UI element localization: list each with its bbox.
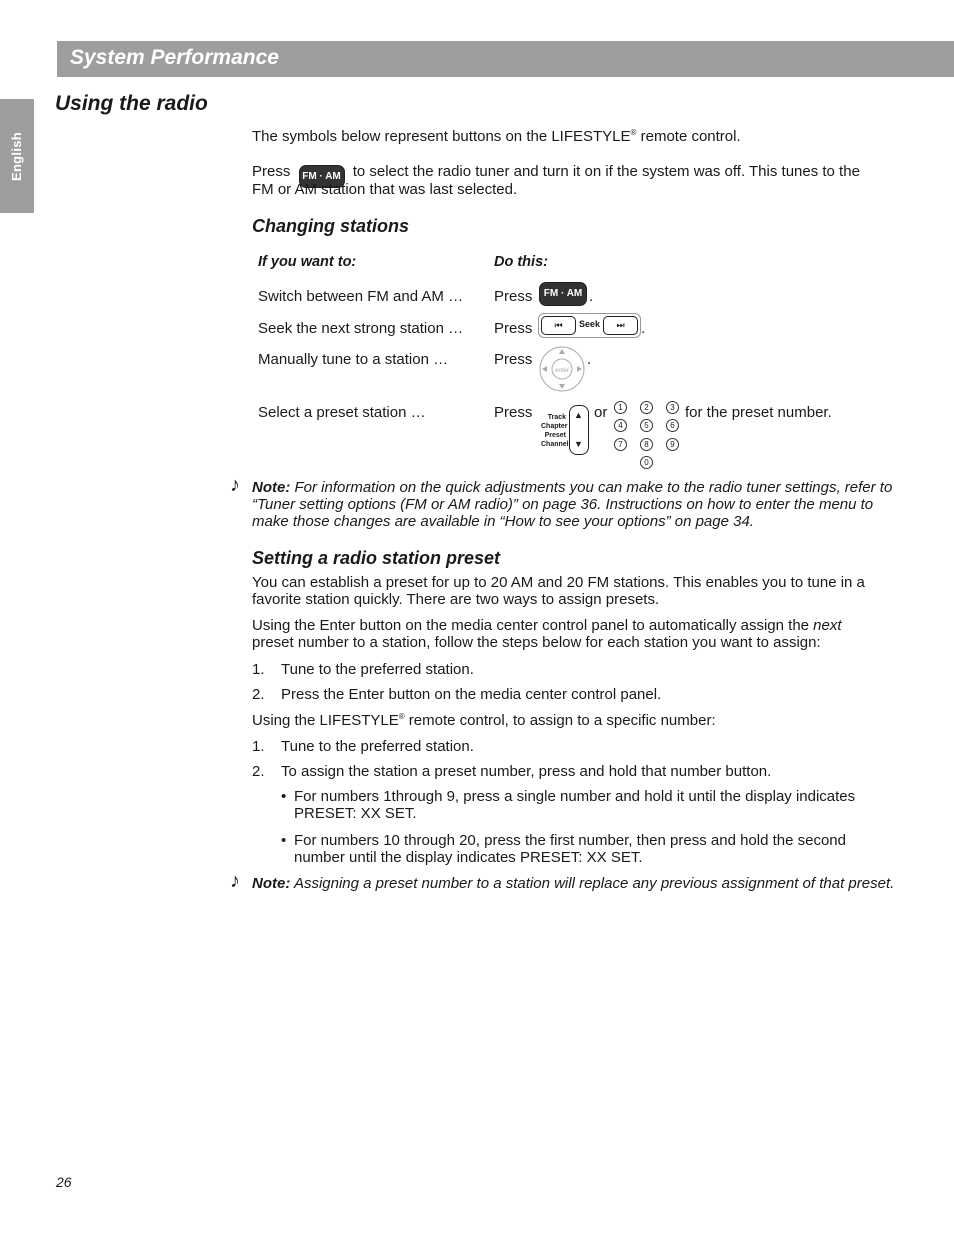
music-note-icon: ♪ (230, 474, 240, 496)
table-row-or: or (594, 404, 608, 421)
navigation-pad-icon (537, 345, 587, 393)
language-tab (0, 99, 34, 213)
table-row-want: Select a preset station … (258, 404, 426, 421)
list-item: Tune to the preferred station. (281, 738, 474, 755)
seek-previous-icon: ⏮ (541, 316, 576, 335)
changing-stations-heading: Changing stations (252, 216, 409, 236)
preset-paragraph-1: You can establish a preset for up to 20 AM and 20 FM stations. This enables you to tune in a favorite station quickly. There are two ways to assign presets. (252, 574, 865, 608)
page-number: 26 (56, 1174, 72, 1190)
intro-press-line2: FM or AM station that was last selected. (252, 181, 518, 198)
table-row-want: Switch between FM and AM … (258, 288, 464, 305)
list-item-number: 1. (252, 738, 265, 755)
up-arrow-icon: ▲ (574, 410, 583, 420)
language-label: English (9, 131, 25, 181)
number-key-icon: 8 (640, 438, 653, 451)
seek-button-icon (538, 313, 641, 338)
table-row-after: . (641, 320, 646, 337)
column-header-want: If you want to: (258, 254, 357, 270)
bullet-item: For numbers 10 through 20, press the first number, then press and hold the second number until the display indicates PRESET: XX SET. (294, 832, 846, 866)
seek-next-icon: ⏭ (603, 316, 638, 335)
list-item: Tune to the preferred station. (281, 661, 474, 678)
list-item: Press the Enter button on the media center control panel. (281, 686, 662, 703)
number-key-icon: 4 (614, 419, 627, 432)
table-row-after: . (587, 351, 592, 368)
note-1: Note: For information on the quick adjustments you can make to the radio tuner settings, refer to “Tuner setting options (FM or AM radio)” on page 36. Instructions on how to enter the menu to make those changes are available in “How to see your options” on page 34. (252, 479, 893, 530)
fm-am-button-icon: FM · AM (299, 165, 345, 188)
list-item: To assign the station a preset number, press and hold that number button. (281, 763, 772, 780)
note-2: Note: Assigning a preset number to a station will replace any previous assignment of that preset. (252, 875, 895, 892)
down-arrow-icon: ▼ (574, 439, 583, 449)
list-item-number: 2. (252, 763, 265, 780)
number-key-icon: 7 (614, 438, 627, 451)
table-row-press: Press (494, 404, 533, 421)
section-title: System Performance (70, 46, 279, 69)
bullet-icon: • (281, 788, 287, 805)
number-key-icon: 9 (666, 438, 679, 451)
seek-label: Seek (579, 319, 601, 329)
table-row-after: for the preset number. (685, 404, 832, 421)
number-key-icon: 5 (640, 419, 653, 432)
number-key-icon: 0 (640, 456, 653, 469)
intro-symbols-line: The symbols below represent buttons on the LIFESTYLE® remote control. (252, 128, 741, 145)
number-key-icon: 3 (666, 401, 679, 414)
number-key-icon: 2 (640, 401, 653, 414)
table-row-press: Press (494, 288, 533, 305)
number-key-icon: 1 (614, 401, 627, 414)
fm-am-button-icon: FM · AM (539, 282, 587, 306)
music-note-icon: ♪ (230, 870, 240, 892)
table-row-press: Press (494, 320, 533, 337)
enter-label: enter (555, 368, 569, 374)
rocker-label: Track Chapter Preset Channel (541, 414, 569, 448)
number-keypad-icon (614, 401, 680, 471)
bullet-icon: • (281, 832, 287, 849)
list-item-number: 1. (252, 661, 265, 678)
preset-heading: Setting a radio station preset (252, 548, 501, 568)
table-row-press: Press (494, 351, 533, 368)
preset-paragraph-3: Using the LIFESTYLE® remote control, to assign to a specific number: (252, 712, 716, 729)
preset-paragraph-2: Using the Enter button on the media center control panel to automatically assign the next preset number to a station, follow the steps below for each station you want to assign: (252, 617, 842, 651)
table-row-after: . (589, 288, 594, 305)
list-item-number: 2. (252, 686, 265, 703)
table-row-want: Seek the next strong station … (258, 320, 464, 337)
bullet-item: For numbers 1through 9, press a single number and hold it until the display indicates PRESET: XX SET. (294, 788, 856, 822)
track-rocker-icon (569, 405, 589, 455)
page-heading: Using the radio (55, 92, 208, 115)
column-header-do: Do this: (494, 254, 548, 270)
number-key-icon: 6 (666, 419, 679, 432)
table-row-want: Manually tune to a station … (258, 351, 449, 368)
intro-press-line: Press FM · AM to select the radio tuner and turn it on if the system was off. This tunes to the (252, 163, 860, 188)
